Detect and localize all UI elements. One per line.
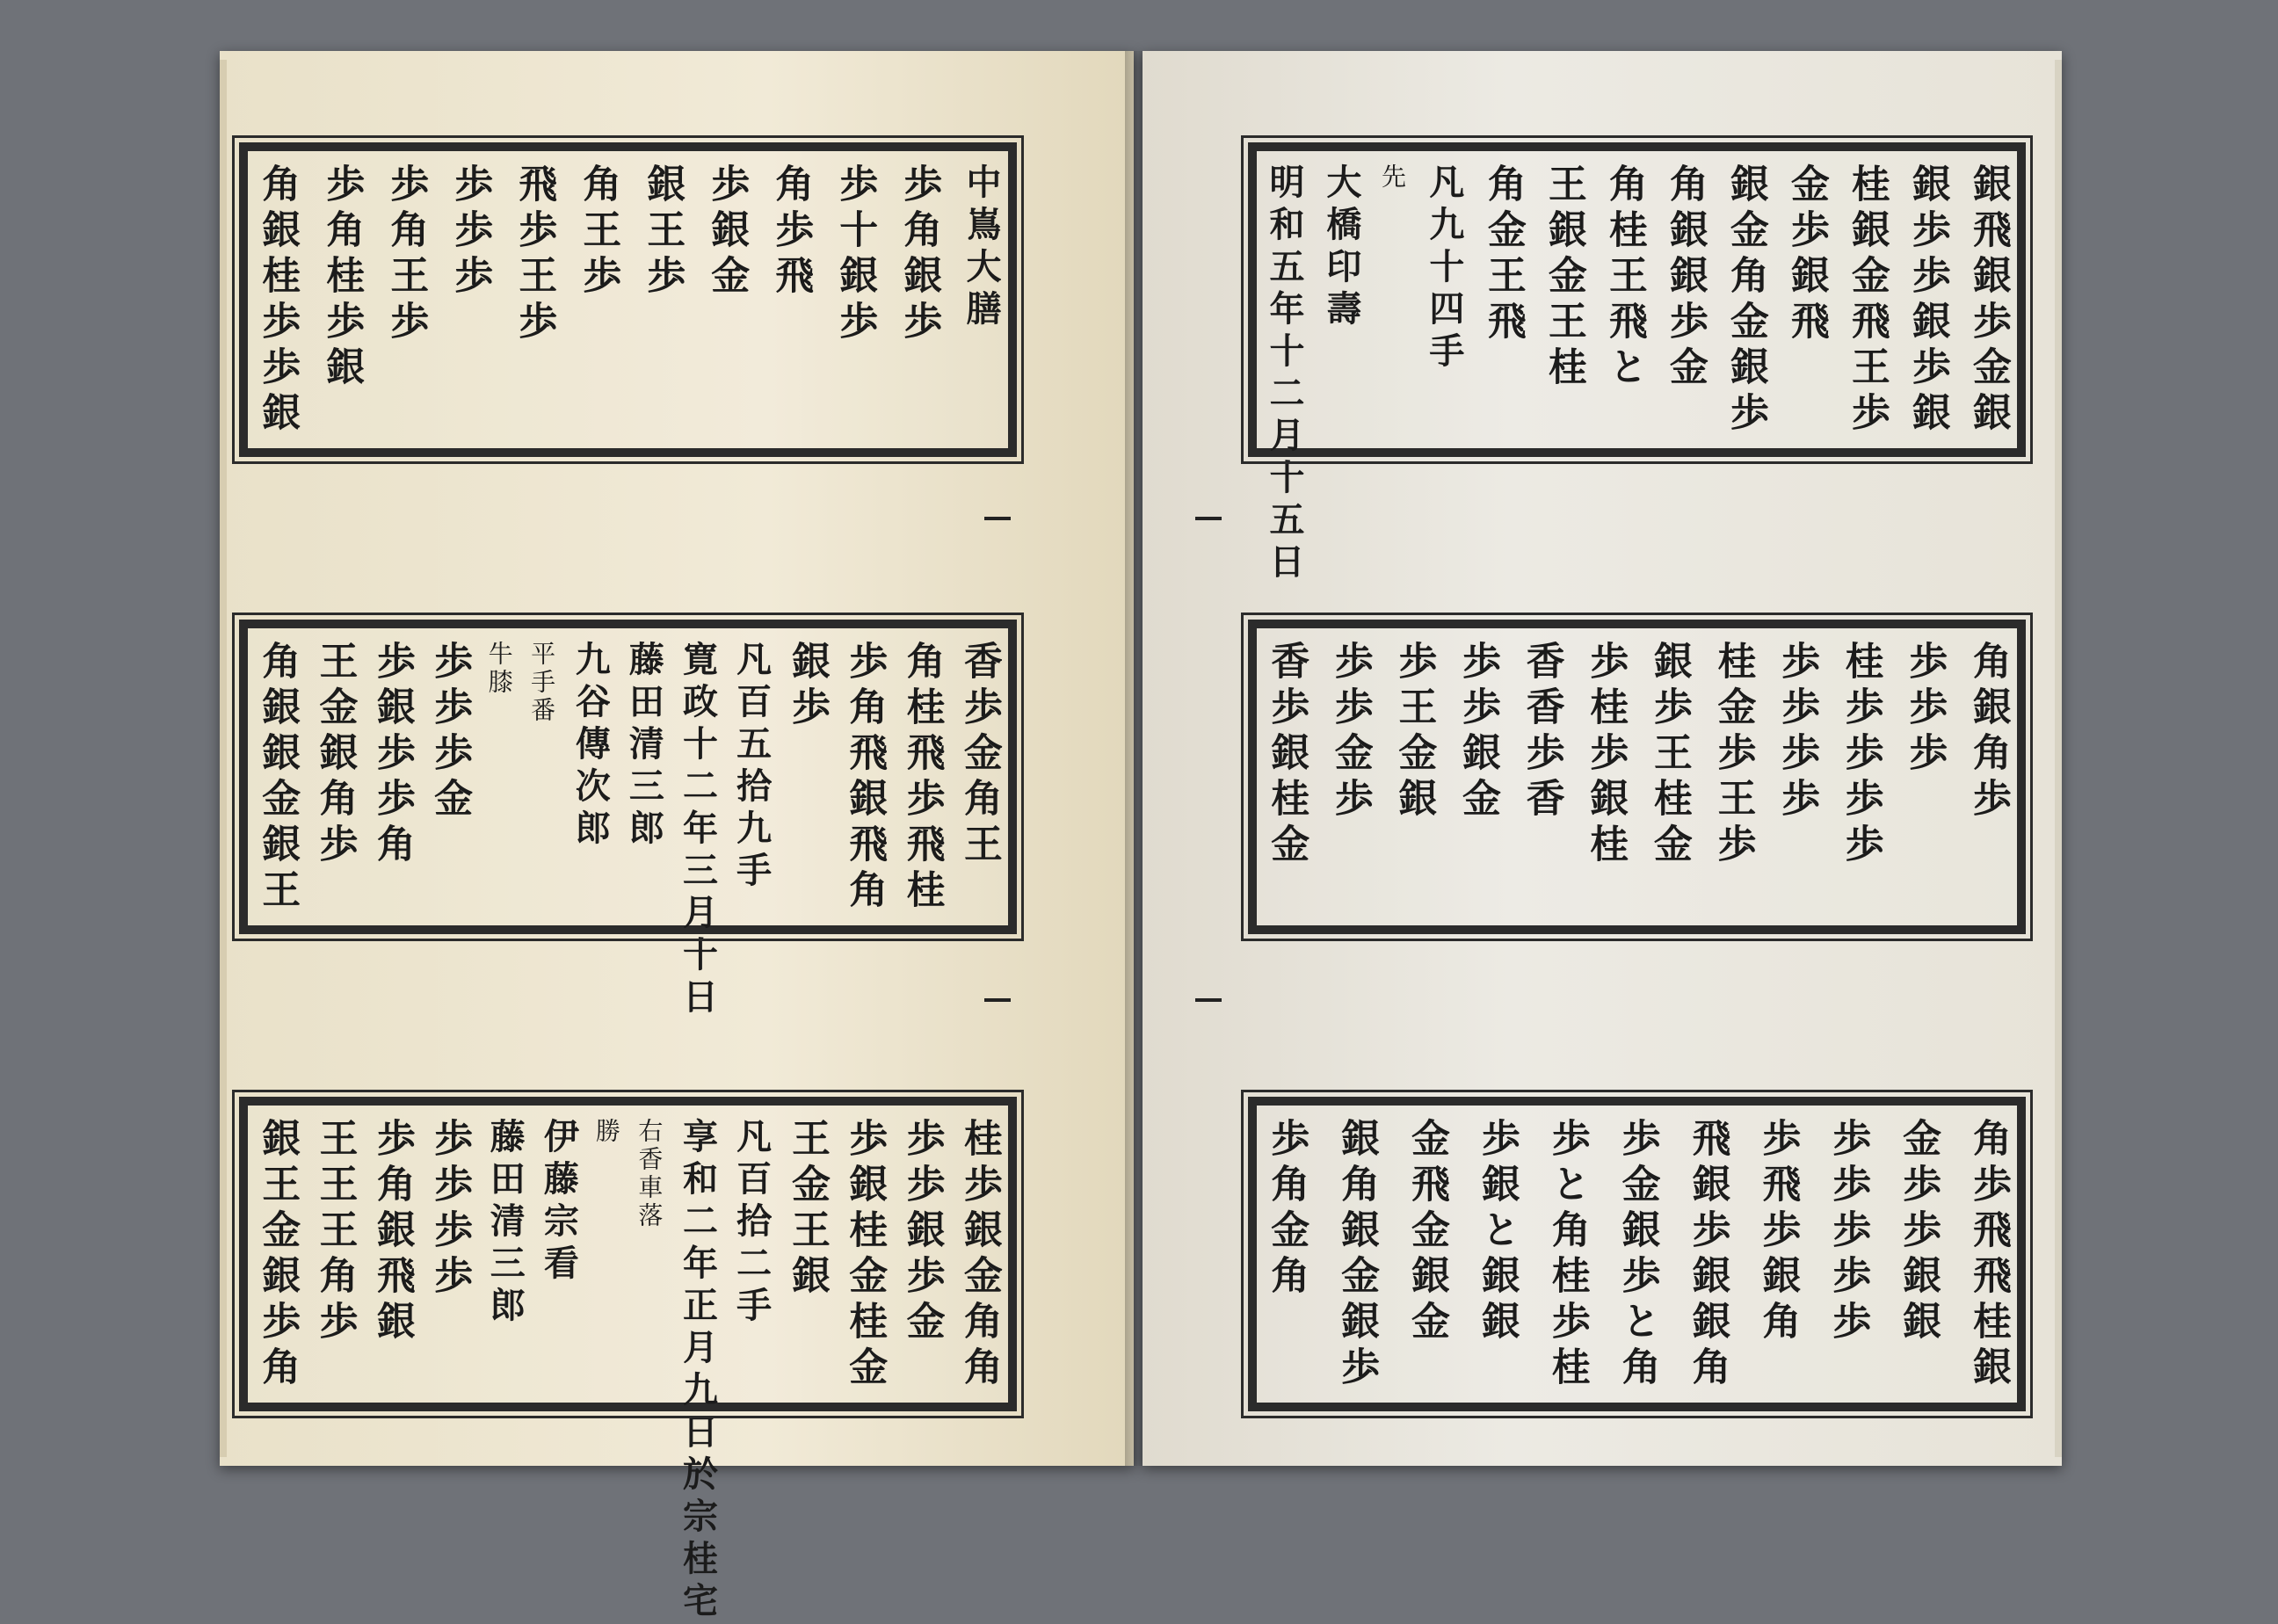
move-column: 歩角銀歩 [896, 163, 942, 346]
move-count: 凡百拾二手 [730, 1118, 773, 1329]
player-name: 藤田清三郎 [484, 1118, 526, 1329]
first-move-note: 先 [1378, 163, 1408, 192]
move-count: 凡百五拾九手 [730, 641, 773, 894]
player-name: 伊藤宗看 [538, 1118, 580, 1287]
game-record-panel [239, 142, 1017, 457]
move-column: 角桂飛歩飛桂 [899, 641, 945, 915]
move-column: 角王歩 [576, 163, 621, 301]
move-column: 歩角王歩 [383, 163, 429, 346]
player-name: 中嶌大膳 [961, 163, 1002, 332]
open-book [220, 51, 2062, 1624]
move-column: 王金王銀 [784, 1118, 830, 1301]
move-column: 歩歩銀歩金 [899, 1118, 945, 1346]
move-column: 王銀金王桂 [1541, 163, 1586, 392]
page-mark [984, 998, 1011, 1002]
move-column: 香香歩香 [1519, 641, 1564, 823]
game-record-panel [1248, 142, 2026, 585]
game-date: 享和二年正月九日於宗桂宅 [677, 1118, 719, 1624]
page-edge [220, 60, 227, 1457]
move-column: 角歩飛 [768, 163, 814, 301]
move-count: 凡九十四手 [1423, 163, 1465, 374]
move-column: 銀飛銀歩金銀 [1965, 163, 2011, 438]
player-name: 九谷傳次郎 [570, 641, 612, 852]
game-record-panel [1248, 1097, 2026, 1411]
move-column: 王金銀角歩 [312, 641, 358, 869]
move-column: 歩銀と銀銀 [1474, 1118, 1520, 1346]
move-column: 歩歩歩金 [427, 641, 473, 823]
move-column: 歩銀歩歩角 [369, 641, 415, 869]
move-column: 歩歩歩歩歩 [1825, 1118, 1871, 1346]
result-note: 牛膝 [484, 641, 514, 697]
move-column: 銀歩 [784, 641, 830, 732]
page-mark [1195, 517, 1222, 520]
move-column: 歩歩歩 [447, 163, 493, 301]
move-column: 角歩飛飛桂銀 [1965, 1118, 2011, 1392]
move-column: 角銀銀金銀王 [255, 641, 301, 915]
player-name: 藤田清三郎 [623, 641, 665, 852]
move-column: 歩角銀飛銀 [369, 1118, 415, 1346]
page-mark [1195, 998, 1222, 1002]
move-column: 歩歩歩歩 [427, 1118, 473, 1301]
move-column: 歩歩歩 [1902, 641, 1948, 778]
game-record-panel [239, 1097, 1017, 1624]
move-column: 歩飛歩銀角 [1755, 1118, 1801, 1346]
right-page [1143, 51, 2062, 1466]
move-column: 桂銀金飛王歩 [1844, 163, 1890, 438]
move-column: 歩王金銀 [1391, 641, 1437, 823]
move-column: 歩十銀歩 [832, 163, 878, 346]
handicap-note: 右香車落 [635, 1118, 664, 1230]
game-record-panel [1248, 620, 2026, 934]
move-column: 金歩銀飛 [1783, 163, 1829, 346]
move-column: 角金王飛 [1480, 163, 1526, 346]
page-edge [2055, 60, 2062, 1457]
game-record-panel [239, 620, 1017, 1020]
move-column: 歩銀桂金桂金 [842, 1118, 888, 1392]
move-column: 角銀桂歩歩銀 [255, 163, 301, 438]
move-column: 香歩銀桂金 [1264, 641, 1309, 869]
result-note: 勝 [591, 1118, 621, 1146]
move-column: 歩歩金歩 [1327, 641, 1373, 823]
player-name: 大橋印壽 [1320, 163, 1362, 332]
move-column: 桂歩歩歩歩 [1838, 641, 1883, 869]
move-column: 飛銀歩銀銀角 [1685, 1118, 1730, 1392]
move-column: 歩歩歩歩 [1774, 641, 1820, 823]
move-column: 歩角金角 [1264, 1118, 1309, 1301]
game-date: 明和五年十二月十五日 [1264, 163, 1305, 585]
move-column: 歩桂歩銀桂 [1583, 641, 1629, 869]
move-column: 飛歩王歩 [511, 163, 557, 346]
move-column: 銀角銀金銀歩 [1334, 1118, 1380, 1392]
move-column: 王王王角歩 [312, 1118, 358, 1346]
move-column: 歩歩銀金 [1455, 641, 1501, 823]
game-date: 寛政十二年三月十日 [677, 641, 719, 1020]
move-column: 桂歩銀金角角 [956, 1118, 1002, 1392]
move-column: 歩角桂歩銀 [319, 163, 365, 392]
page-mark [984, 517, 1011, 520]
move-column: 歩と角桂歩桂 [1544, 1118, 1590, 1392]
move-column: 角銀角歩 [1965, 641, 2011, 823]
move-column: 角桂王飛と [1601, 163, 1647, 392]
move-column: 金歩歩銀銀 [1896, 1118, 1941, 1346]
move-column: 銀王歩 [640, 163, 686, 301]
move-column: 桂金歩王歩 [1710, 641, 1756, 869]
move-column: 歩金銀歩と角 [1614, 1118, 1660, 1392]
move-column: 銀歩王桂金 [1646, 641, 1692, 869]
move-column: 角銀銀歩金 [1662, 163, 1708, 392]
move-column: 銀王金銀歩角 [255, 1118, 301, 1392]
move-column: 歩銀金 [704, 163, 750, 301]
left-page [220, 51, 1134, 1624]
move-column: 金飛金銀金 [1404, 1118, 1449, 1346]
move-column: 歩角飛銀飛角 [842, 641, 888, 915]
move-column: 香歩金角王 [956, 641, 1002, 869]
move-column: 銀金角金銀歩 [1723, 163, 1768, 438]
handicap-note: 平手番 [527, 641, 557, 725]
move-column: 銀歩歩銀歩銀 [1904, 163, 1950, 438]
